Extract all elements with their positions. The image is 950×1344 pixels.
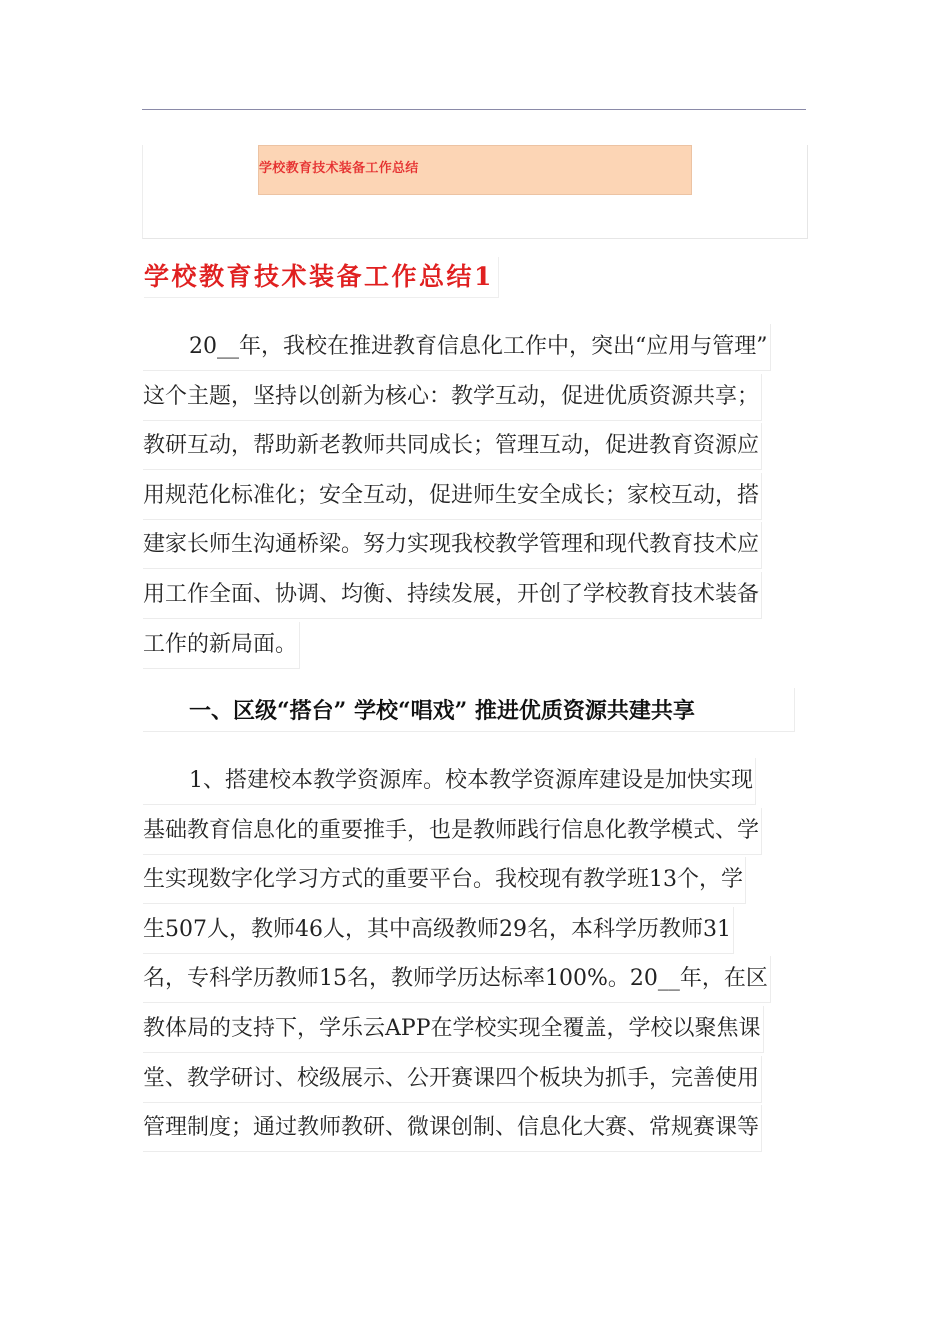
line-text: 生507人，教师46人，其中高级教师29名，本科学历教师31: [143, 907, 734, 954]
paragraph-line: [143, 756, 813, 806]
paragraph-line: [143, 570, 813, 620]
line-text: 名，专科学历教师15名，教师学历达标率100%。20__年，在区: [143, 956, 771, 1003]
line-text: 用规范化标准化；安全互动，促进师生安全成长；家校互动，搭: [143, 473, 762, 520]
line-text: 教体局的支持下，学乐云APP在学校实现全覆盖，学校以聚焦课: [143, 1006, 764, 1053]
paragraph-line: [143, 421, 813, 471]
line-text: 工作的新局面。: [143, 622, 300, 669]
paragraph-line: [143, 1103, 813, 1153]
paragraph-line: [143, 520, 813, 570]
line-text: 生实现数字化学习方式的重要平台。我校现有教学班13个，学: [143, 857, 746, 904]
paragraph-line: [143, 806, 813, 856]
paragraph-line: [143, 855, 813, 905]
paragraph-line: [143, 1054, 813, 1104]
line-text: 基础教育信息化的重要推手，也是教师践行信息化教学模式、学: [143, 808, 762, 855]
line-text: 管理制度；通过教师教研、微课创制、信息化大赛、常规赛课等: [143, 1105, 762, 1152]
line-text: 1、搭建校本教学资源库。校本教学资源库建设是加快实现: [143, 758, 756, 805]
paragraph-line: [143, 620, 813, 670]
paragraph-intro: [143, 322, 813, 669]
paragraph-line: [143, 471, 813, 521]
paragraph-line: [143, 954, 813, 1004]
document-title: 学校教育技术装备工作总结1: [144, 257, 499, 298]
line-text: 堂、教学研讨、校级展示、公开赛课四个板块为抓手，完善使用: [143, 1056, 762, 1103]
line-text: 用工作全面、协调、均衡、持续发展，开创了学校教育技术装备: [143, 572, 762, 619]
paragraph-line: [143, 1004, 813, 1054]
header-banner-text: 学校教育技术装备工作总结: [259, 161, 419, 176]
paragraph-line: [143, 905, 813, 955]
paragraph-resource-library: [143, 756, 813, 1153]
header-rule: [142, 109, 806, 110]
line-text: 教研互动，帮助新老教师共同成长；管理互动，促进教育资源应: [143, 423, 762, 470]
paragraph-line: [143, 372, 813, 422]
line-text: 建家长师生沟通桥梁。努力实现我校教学管理和现代教育技术应: [143, 522, 762, 569]
section-heading: 一、区级“搭台” 学校“唱戏” 推进优质资源共建共享: [143, 688, 795, 732]
line-text: 这个主题，坚持以创新为核心：教学互动，促进优质资源共享；: [143, 374, 762, 421]
paragraph-line: [143, 322, 813, 372]
line-text: 20__年，我校在推进教育信息化工作中，突出“应用与管理”: [143, 324, 771, 371]
